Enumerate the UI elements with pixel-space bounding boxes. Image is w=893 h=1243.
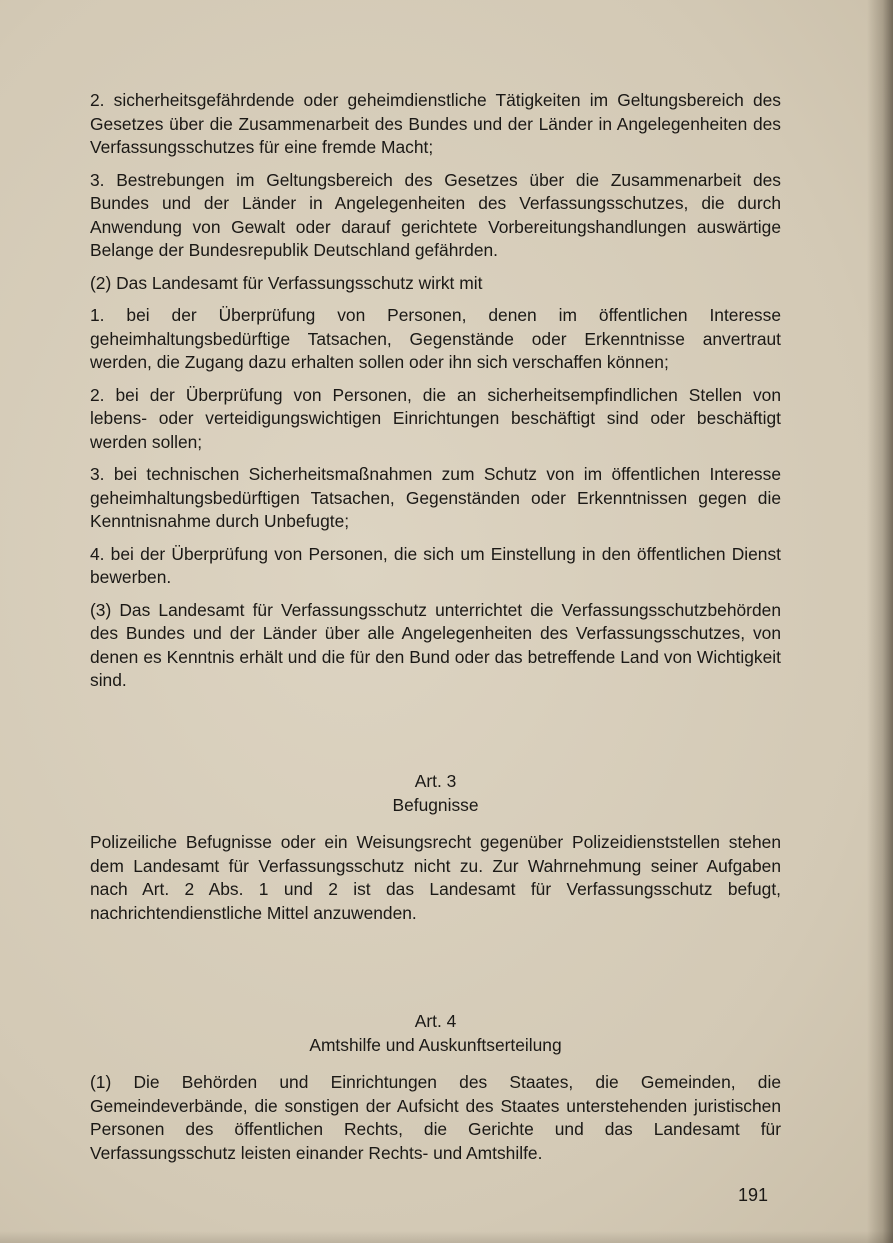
article-4-number: Art. 4 [414,1011,457,1031]
paragraph-abs2-item3: 3. bei technischen Sicherheitsmaßnahmen zum Schutz von im öffentlichen Interesse geheimhaltungsbedürftigen Tatsachen, Gegenständen oder Erkenntnissen gegen die Kenntnisnahme durch Unbefugte; [90,464,781,531]
paragraph-abs2-item4: 4. bei der Überprüfung von Personen, die sich um Einstellung in den öffentlichen Dienst bewerben. [90,543,781,587]
article-4-title: Amtshilfe und Auskunftserteilung [309,1034,562,1055]
paragraph-abs3: (3) Das Landesamt für Verfassungsschutz unterrichtet die Verfassungsschutzbehörden des Bundes und der Länder über alle Angelegenheiten des Verfassungsschutzes, von denen es Kenntnis erhält und die für den Bund oder das betreffende Land von Wichtigkeit sind. [90,599,781,690]
top-text-block [90,89,781,702]
paragraph-abs2-intro: (2) Das Landesamt für Verfassungsschutz wirkt mit [90,272,483,293]
paragraph-abs2-item2: 2. bei der Überprüfung von Personen, die an sicherheitsempfindlichen Stellen von lebens- oder verteidigungswichtigen Einrichtungen beschäftigt sind oder beschäftigt werden sollen; [90,384,781,452]
article-3-body [90,831,781,934]
article-4-heading [90,1010,781,1057]
article-4-body [90,1071,781,1174]
article-3-title: Befugnisse [392,794,479,815]
paragraph-2-fremde-macht: 2. sicherheitsgefährdende oder geheimdienstliche Tätigkeiten im Geltungsbereich des Gesetzes über die Zusammenarbeit des Bundes und der Länder in Angelegenheiten des Verfassungsschutzes für eine fremde Macht; [90,90,781,157]
article-3-number: Art. 3 [414,771,457,791]
paragraph-3-bestrebungen: 3. Bestrebungen im Geltungsbereich des Gesetzes über die Zusammenarbeit des Bundes und der Länder in Angelegenheiten des Verfassungsschutzes, die durch Anwendung von Gewalt oder darauf gerichtete Vorbereitungshandlungen auswärtige Belange der Bundesrepublik Deutschland gefährden. [90,169,781,260]
paragraph-abs2-item1: 1. bei der Überprüfung von Personen, denen im öffentlichen Interesse geheimhaltungsbedürftige Tatsachen, Gegenstände oder Erkenntnisse anvertraut werden, die Zugang dazu erhalten sollen oder ihn sich verschaffen können; [90,305,781,372]
article-3-paragraph: Polizeiliche Befugnisse oder ein Weisungsrecht gegenüber Polizeidienststellen stehen dem Landesamt für Verfassungsschutz nicht zu. Zur Wahrnehmung seiner Aufgaben nach Art. 2 Abs. 1 und 2 ist das Landesamt für Verfassungsschutz befugt, nachrichtendienstliche Mittel anzuwenden. [90,832,781,923]
article-4-paragraph-1: (1) Die Behörden und Einrichtungen des Staates, die Gemeinden, die Gemeindeverbände, die sonstigen der Aufsicht des Staates unterstehenden juristischen Personen des öffentlichen Rechts, die Gerichte und das Landesamt für Verfassungsschutz leisten einander Rechts- und Amtshilfe. [90,1072,781,1163]
article-3-heading [90,770,781,817]
page-number: 191 [738,1185,769,1205]
